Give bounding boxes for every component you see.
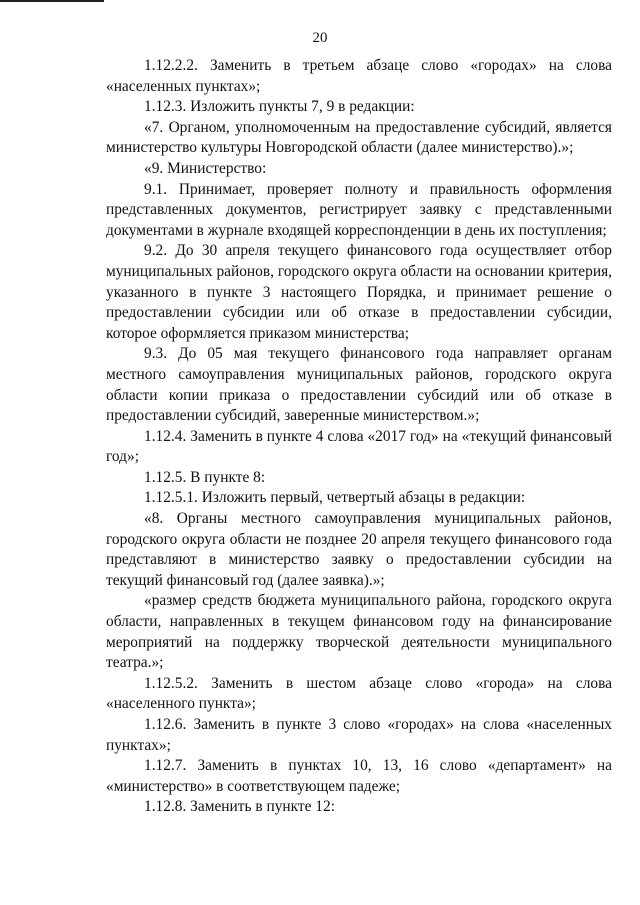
- paragraph-1-12-4: 1.12.4. Заменить в пункте 4 слова «2017 год» на «текущий финансовый год»;: [106, 427, 612, 466]
- paragraph-budget-size: «размер средств бюджета муниципального района, городского округа области, направленных в текущем финансовом году на финансирование мероприятий на поддержку творческой деятельности муниципального театра.»;: [106, 592, 612, 672]
- paragraph-item-7: «7. Органом, уполномоченным на предоставление субсидий, является министерство культуры Новгородской области (далее министерство).»;: [106, 118, 612, 157]
- paragraph-1-12-5-2: 1.12.5.2. Заменить в шестом абзаце слово «города» на слова «населенного пункта»;: [106, 674, 612, 713]
- paragraph-item-9-heading: «9. Министерство:: [144, 159, 267, 177]
- paragraph-1-12-3: 1.12.3. Изложить пункты 7, 9 в редакции:: [144, 98, 415, 116]
- paragraph-item-9-3: 9.3. До 05 мая текущего финансового года направляет органам местного самоуправления муниципальных районов, городского округа области копии приказа о предоставлении субсидий или об отказе в предоставлении субсидий, заверенные министерством.»;: [106, 345, 612, 425]
- paragraph-1-12-5-1: 1.12.5.1. Изложить первый, четвертый абзацы в редакции:: [144, 489, 526, 507]
- paragraph-item-9-1: 9.1. Принимает, проверяет полноту и правильность оформления представленных документов, регистрирует заявку с представленными документами в журнале входящей корреспонденции в день их поступления;: [106, 180, 612, 239]
- paragraph-1-12-7: 1.12.7. Заменить в пунктах 10, 13, 16 слово «департамент» на «министерство» в соответствующем падеже;: [106, 757, 612, 795]
- paragraph-item-8: «8. Органы местного самоуправления муниципальных районов, городского округа области не позднее 20 апреля текущего финансового года представляют в министерство заявку о предоставлении субсидии на текущий финансовый год (далее заявка).»;: [106, 510, 612, 589]
- page-number: 20: [312, 30, 328, 46]
- paragraph-1-12-2-2: 1.12.2.2. Заменить в третьем абзаце слово «городах» на слова «населенных пунктах»;: [106, 57, 612, 95]
- paragraph-1-12-6: 1.12.6. Заменить в пункте 3 слово «городах» на слова «населенных пунктах»;: [106, 716, 612, 754]
- paragraph-1-12-8: 1.12.8. Заменить в пункте 12:: [144, 798, 335, 816]
- top-divider-line: [0, 0, 104, 2]
- document-body: [106, 56, 612, 818]
- paragraph-item-9-2: 9.2. До 30 апреля текущего финансового года осуществляет отбор муниципальных районов, городского округа области на основании критерия, указанного в пункте 3 настоящего Порядка, и принимает решение о предоставлении субсидии или об отказе в предоставлении субсидии, которое оформляется приказом министерства;: [106, 242, 612, 342]
- paragraph-1-12-5: 1.12.5. В пункте 8:: [144, 468, 266, 486]
